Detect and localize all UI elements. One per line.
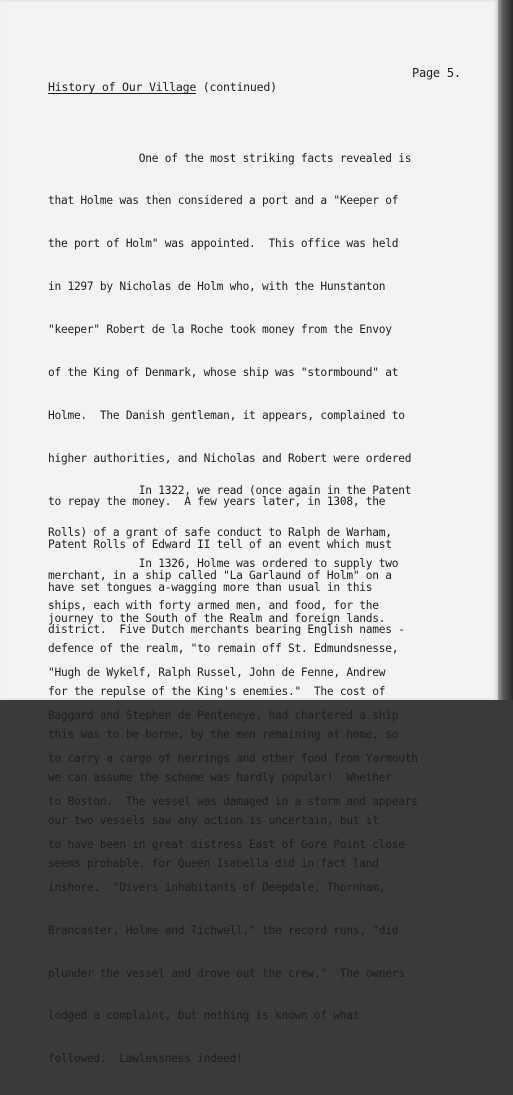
text-line: One of the most striking facts revealed is xyxy=(48,151,412,165)
text-line: seems probable, for Queen Isabella did in fact land xyxy=(48,856,379,870)
text-line: district. Five Dutch merchants bearing English names - xyxy=(48,623,405,637)
scan-edge-shadow xyxy=(498,0,513,700)
page-number: Page 5. xyxy=(412,66,461,80)
text-line: have set tongues a-wagging more than usual in this xyxy=(48,580,373,594)
text-line: this was to be borne, by the men remaining at home, so xyxy=(48,728,399,742)
text-line: Holme. The Danish gentleman, it appears, complained to xyxy=(48,408,405,422)
text-line: of the King of Denmark, whose ship was "stormbound" at xyxy=(48,366,399,380)
text-line: Baggard and Stephen de Penteneye, had chartered a ship xyxy=(48,709,399,723)
text-line: In 1326, Holme was ordered to supply two xyxy=(48,556,399,570)
text-line: in 1297 by Nicholas de Holm who, with the Hunstanton xyxy=(48,280,386,294)
page-heading xyxy=(48,80,277,94)
text-line: that Holme was then considered a port and a "Keeper of xyxy=(48,194,399,208)
text-line: In 1322, we read (once again in the Patent xyxy=(48,483,412,497)
text-line: to repay the money. A few years later, in 1308, the xyxy=(48,494,386,508)
text-line: the port of Holm" was appointed. This office was held xyxy=(48,237,399,251)
text-line: to have been in great distress East of Gore Point close xyxy=(48,837,405,851)
paragraph-two-ships xyxy=(48,528,398,900)
text-line: for the repulse of the King's enemies." The cost of xyxy=(48,685,386,699)
text-line: plunder the vessel and drove out the crew." The owners xyxy=(48,966,405,980)
text-line: ships, each with forty armed men, and food, for the xyxy=(48,599,379,613)
text-line: journey to the South of the Realm and foreign lands. xyxy=(48,612,386,626)
heading-subtitle: (continued) xyxy=(202,80,277,94)
text-line: lodged a complaint, but nothing is known of what xyxy=(48,1009,360,1023)
text-line: Brancaster, Holme and Tichwell," the record runs, "did xyxy=(48,923,399,937)
text-line: Patent Rolls of Edward II tell of an event which must xyxy=(48,537,392,551)
text-line: our two vessels saw any action is uncertain, but it xyxy=(48,813,379,827)
text-line: "Hugh de Wykelf, Ralph Russel, John de Fenne, Andrew xyxy=(48,666,386,680)
text-line: higher authorities, and Nicholas and Robert were ordered xyxy=(48,451,412,465)
text-line: to Boston. The vessel was damaged in a storm and appears xyxy=(48,794,418,808)
heading-title: History of Our Village xyxy=(48,80,197,94)
text-line: merchant, in a ship called "La Garlaund of Holm" on a xyxy=(48,569,392,583)
text-line: to carry a cargo of herrings and other food from Yarmouth xyxy=(48,752,418,766)
text-line: we can assume the scheme was hardly popular! Whether xyxy=(48,771,392,785)
text-line: "keeper" Robert de la Roche took money from the Envoy xyxy=(48,323,392,337)
text-line: followed. Lawlessness indeed! xyxy=(48,1052,243,1066)
text-line: Rolls) of a grant of safe conduct to Ralph de Warham, xyxy=(48,526,392,540)
text-line: inshore. "Divers inhabitants of Deepdale, Thornham, xyxy=(48,880,386,894)
text-line: defence of the realm, "to remain off St. Edmundsnesse, xyxy=(48,642,399,656)
